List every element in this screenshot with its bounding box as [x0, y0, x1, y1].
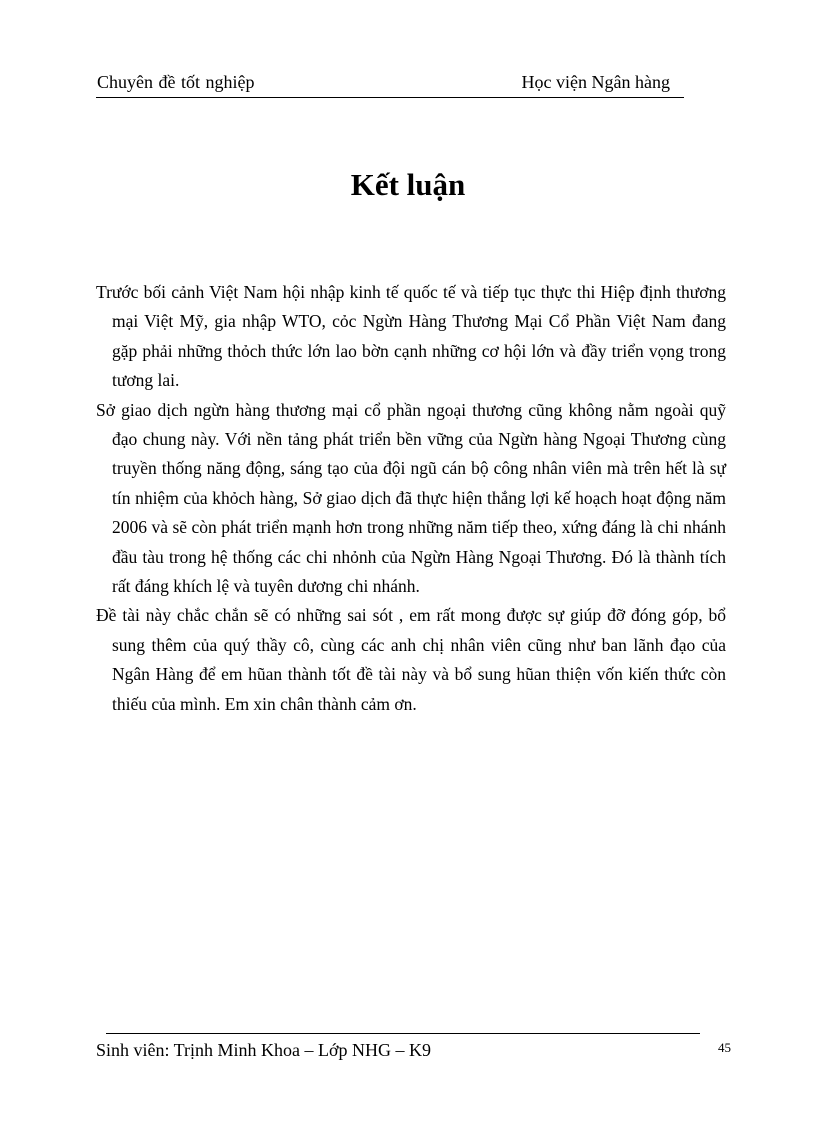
page-title: Kết luận — [350, 167, 466, 202]
footer-divider — [106, 1033, 700, 1034]
page-number: 45 — [718, 1040, 731, 1055]
body-text — [96, 278, 726, 719]
page-header — [96, 72, 684, 98]
paragraph-2: Sở giao dịch ngừn hàng thương mại cổ phần ngoại thương cũng không nằm ngoài quỹ đạo chung này. Với nền tảng phát triển bền vững của Ngừn hàng Ngoại Thương cùng truyền thống năng động, sáng tạo của đội ngũ cán bộ công nhân viên mà trên hết là sự tín nhiệm của khỏch hàng, Sở giao dịch đã thực hiện thắng lợi kế hoạch hoạt động năm 2006 và sẽ còn phát triển mạnh hơn trong những năm tiếp theo, xứng đáng là chi nhánh đầu tàu trong hệ thống các chi nhỏnh của Ngừn Hàng Ngoại Thương. Đó là thành tích rất đáng khích lệ và tuyên dương chi nhánh. — [96, 399, 726, 597]
footer-student-info: Sinh viên: Trịnh Minh Khoa – Lớp NHG – K9 — [96, 1040, 432, 1060]
paragraph-1: Trước bối cảnh Việt Nam hội nhập kinh tế quốc tế và tiếp tục thực thi Hiệp định thương mại Việt Mỹ, gia nhập WTO, cỏc Ngừn Hàng Thương Mại Cổ Phần Việt Nam đang gặp phải những thỏch thức lớn lao bờn cạnh những cơ hội lớn và đầy triển vọng trong tương lai. — [96, 282, 726, 391]
header-right-text: Học viện Ngân hàng — [521, 72, 670, 92]
header-left-text: Chuyên đề tốt nghiệp — [97, 72, 255, 92]
paragraph-3: Đề tài này chắc chắn sẽ có những sai sót , em rất mong được sự giúp đỡ đóng góp, bổ sung thêm của quý thầy cô, cùng các anh chị nhân viên cũng như ban lãnh đạo của Ngân Hàng để em hũan thành tốt đề tài này và bổ sung hũan thiện vốn kiến thức còn thiếu của mình. Em xin chân thành cảm ơn. — [96, 605, 726, 714]
